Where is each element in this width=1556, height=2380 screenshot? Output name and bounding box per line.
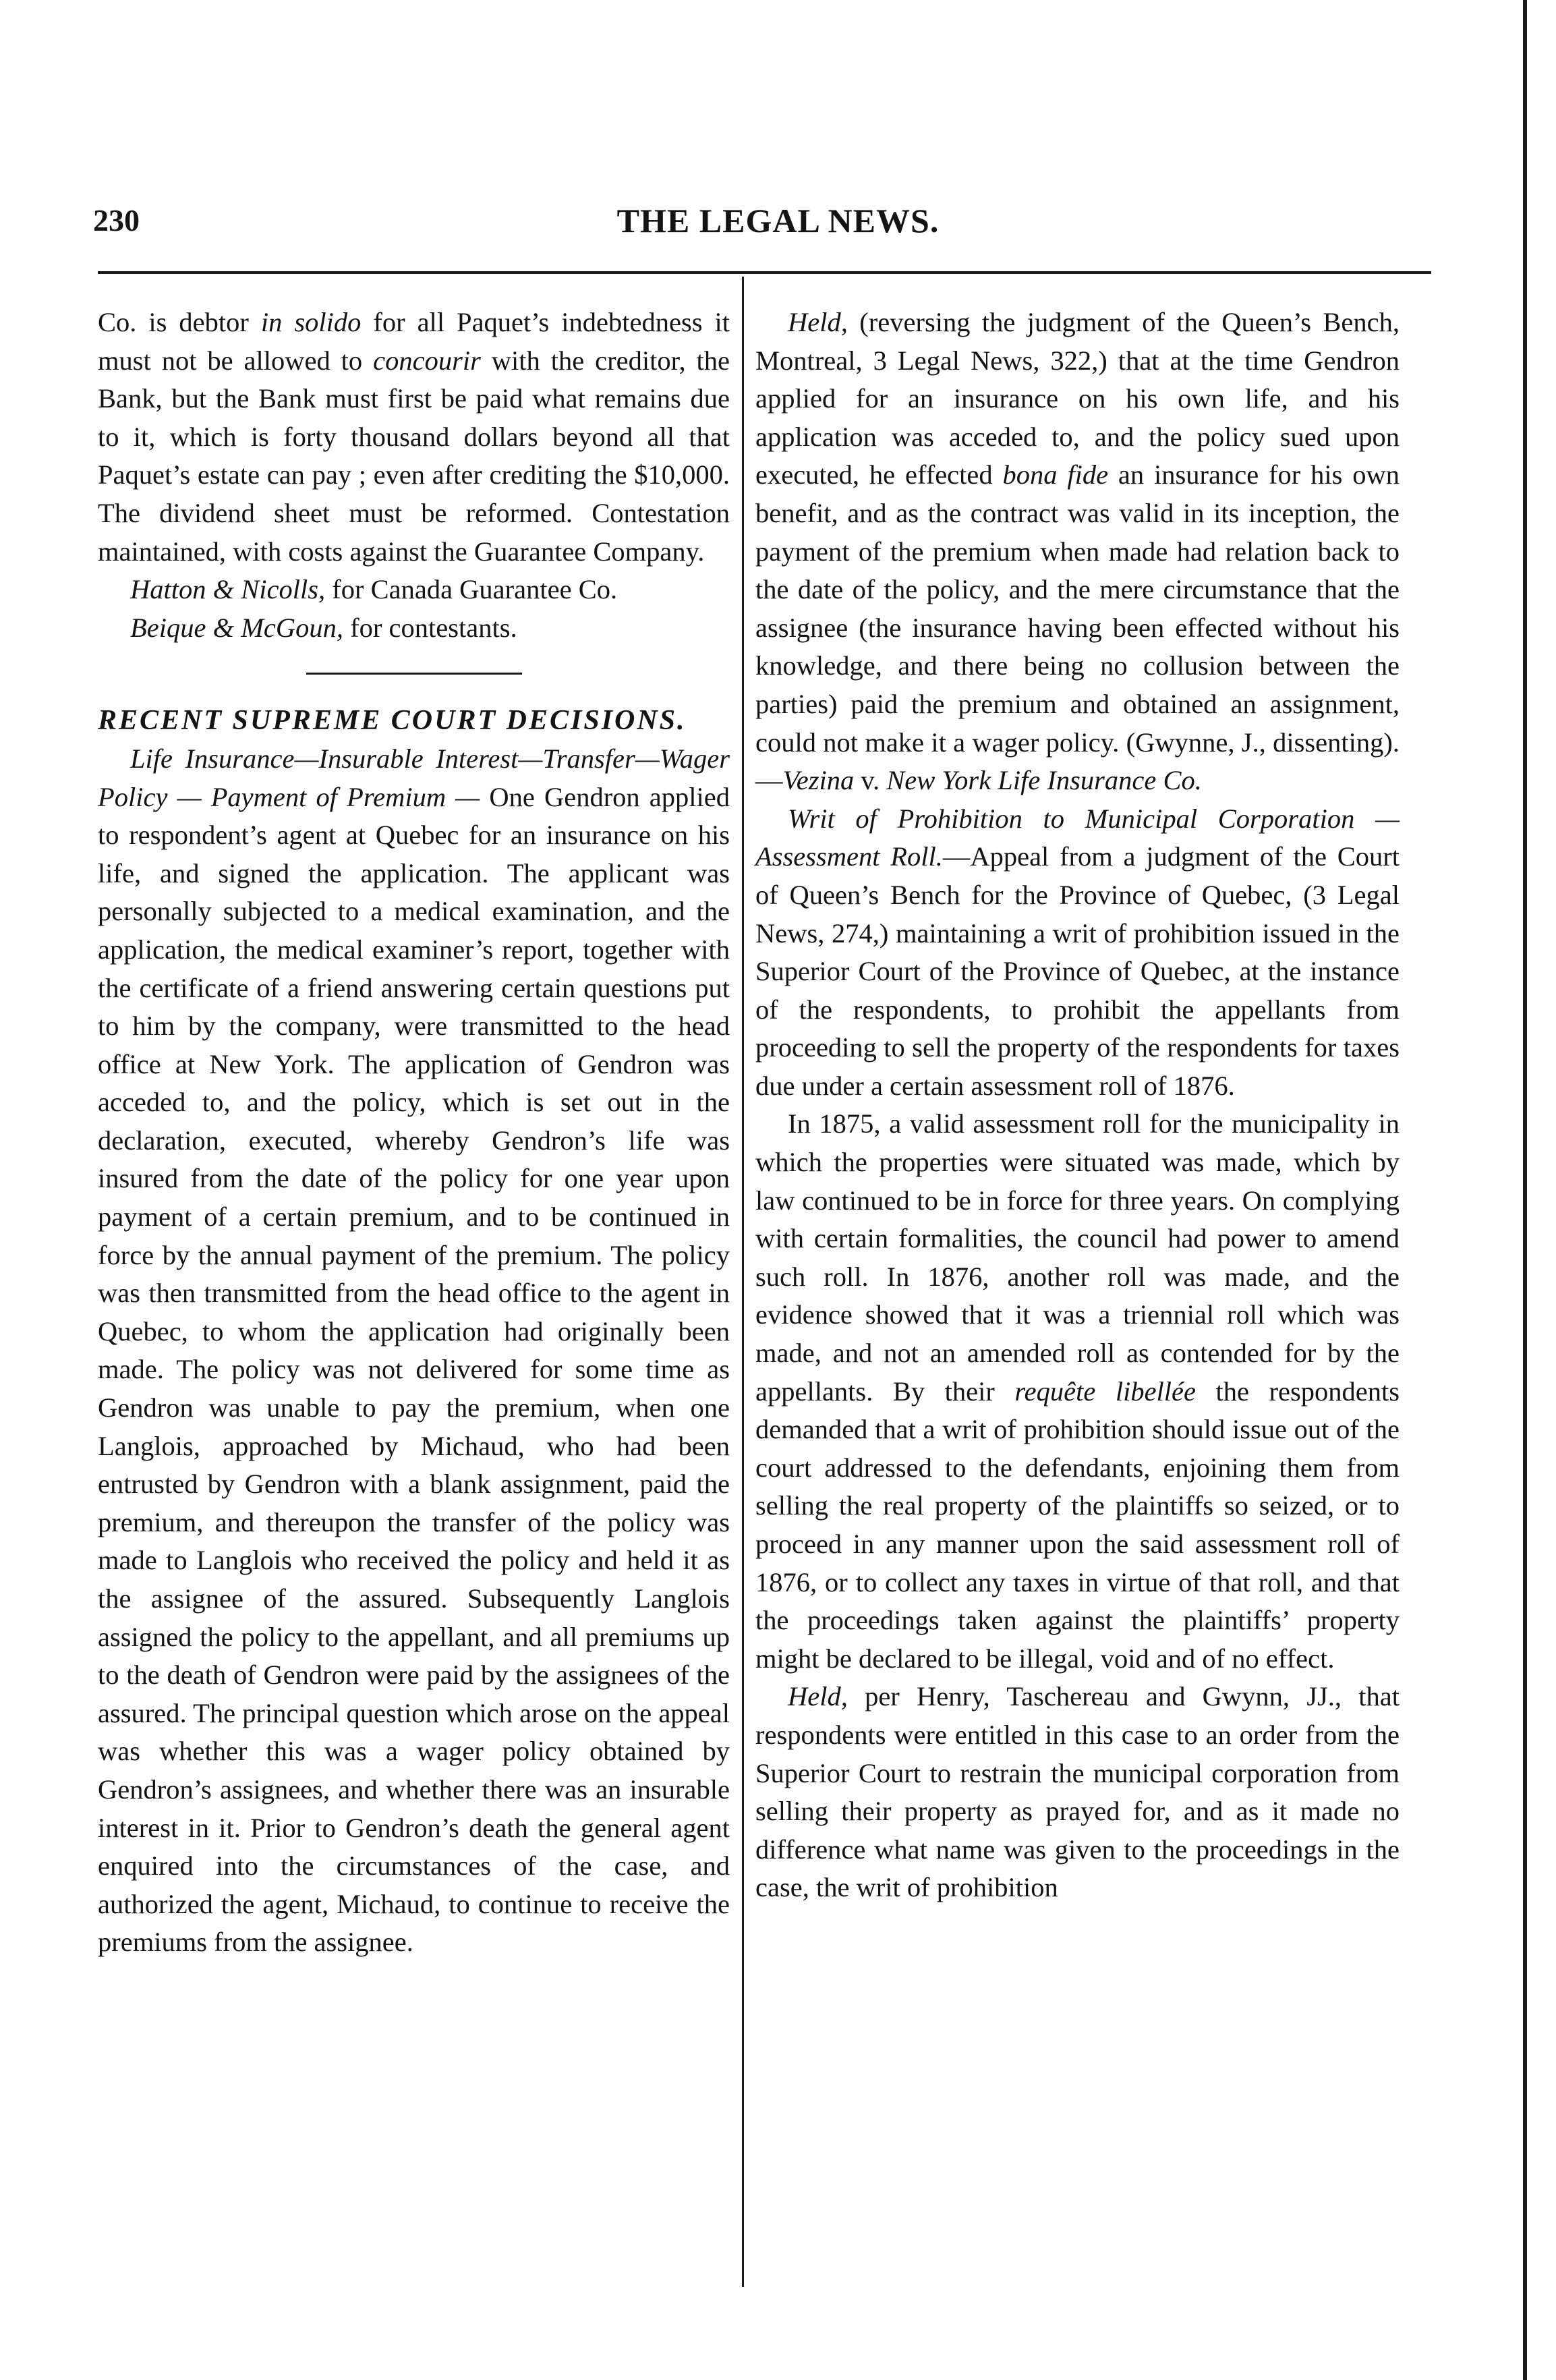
counsel-line: Hatton & Nicolls, for Canada Guarantee Co. [130, 574, 618, 605]
paragraph: Held, per Henry, Taschereau and Gwynn, JJ., that respondents were entitled in this case to an order from the Superior Court to restrain the municipal corporation from selling their property as prayed for, and as it made no difference what name was given to the proceedings in the case, the writ of prohibition [755, 1681, 1400, 1903]
section-heading: RECENT SUPREME COURT DECISIONS. [98, 705, 687, 737]
page-edge-line [1523, 0, 1527, 2380]
paragraph: In 1875, a valid assessment roll for the municipality in which the properties were situated was made, which by law continued to be in force for three years. On complying with certain formalities, the council had power to amend such roll. In 1876, another roll was made, and the evidence showed that it was a triennial roll which was made, and not an amended roll as contended for by the appellants. By their requête libellée the respondents demanded that a writ of prohibition should issue out of the court addressed to the defendants, enjoining them from selling the real property of the plaintiffs so seized, or to proceed in any manner upon the said assessment roll of 1876, or to collect any taxes in virtue of that roll, and that the proceedings taken against the plaintiffs’ property might be declared to be illegal, void and of no effect. [755, 1108, 1400, 1674]
paragraph: Writ of Prohibition to Municipal Corporation —Assessment Roll.—Appeal from a judgment of the Court of Queen’s Bench for the Province of Quebec, (3 Legal News, 274,) maintaining a writ of prohibition issued in the Superior Court of the Province of Quebec, at the instance of the respondents, to prohibit the appellants from proceeding to sell the property of the respondents for taxes due under a certain assessment roll of 1876. [755, 803, 1400, 1101]
running-head: THE LEGAL NEWS. [616, 202, 940, 239]
paragraph: Life Insurance—Insurable Interest—Transfer—Wager Policy — Payment of Premium — One Gendron applied to respondent’s agent at Quebec for an insurance on his life, and signed the application. The applicant was personally subjected to a medical examination, and the application, the medical examiner’s report, together with the certificate of a friend answering certain questions put to him by the company, were transmitted to the head office at New York. The application of Gendron was acceded to, and the policy, which is set out in the declaration, executed, whereby Gendron’s life was insured from the date of the policy for one year upon payment of a certain premium, and to be continued in force by the annual payment of the premium. The policy was then transmitted from the head office to the agent in Quebec, to whom the application had originally been made. The policy was not delivered for some time as Gendron was unable to pay the premium, when one Langlois, approached by Michaud, who had been entrusted by Gendron with a blank assignment, paid the premium, and thereupon the transfer of the policy was made to Langlois who received the policy and held it as the assignee of the assured. Subsequently Langlois assigned the policy to the appellant, and all premiums up to the death of Gendron were paid by the assignees of the assured. The principal question which arose on the appeal was whether this was a wager policy obtained by Gendron’s assignees, and whether there was an insurable interest in it. Prior to Gendron’s death the general agent enquired into the circumstances of the case, and authorized the agent, Michaud, to continue to receive the premiums from the assignee. [98, 743, 730, 1958]
counsel-line: Beique & McGoun, for contestants. [130, 612, 517, 643]
left-column [98, 304, 730, 1962]
header-rule [98, 271, 1431, 274]
paragraph: Co. is debtor in solido for all Paquet’s indebtedness it must not be allowed to concourir with the creditor, the Bank, but the Bank must first be paid what remains due to it, which is forty thousand dollars beyond all that Paquet’s estate can pay ; even after crediting the $10,000. The dividend sheet must be reformed. Contestation maintained, with costs against the Guarantee Company. [98, 307, 730, 567]
paragraph: Held, (reversing the judgment of the Queen’s Bench, Montreal, 3 Legal News, 322,) that at the time Gendron applied for an insurance on his own life, and his application was acceded to, and the policy sued upon executed, he effected bona fide an insurance for his own benefit, and as the contract was valid in its inception, the payment of the premium when made had relation back to the date of the policy, and the mere circumstance that the assignee (the insurance having been effected without his knowledge, and there being no collusion between the parties) paid the premium and obtained an assignment, could not make it a wager policy. (Gwynne, J., dissenting).—Vezina v. New York Life Insurance Co. [755, 307, 1400, 796]
column-divider [742, 277, 744, 2287]
right-column [755, 304, 1400, 1907]
section-divider [306, 673, 522, 675]
page-number: 230 [93, 203, 140, 237]
